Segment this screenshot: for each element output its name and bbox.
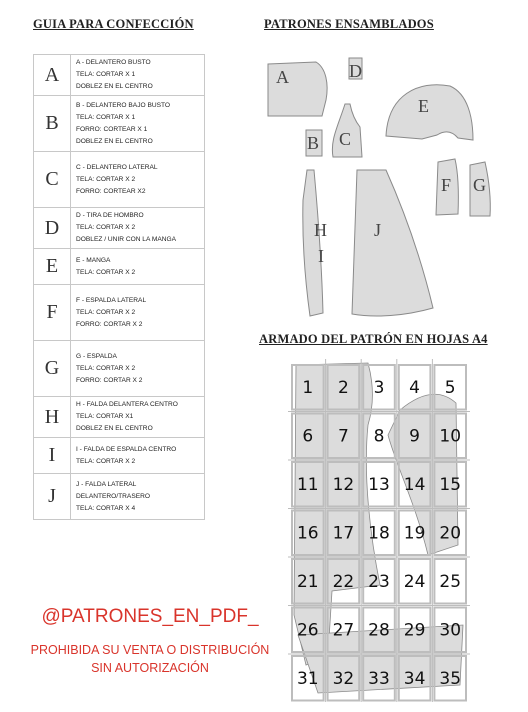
a4-sheet-number: 13 [368,475,390,495]
a4-sheet-number: 11 [296,475,319,495]
pattern-label-e: E [418,96,429,116]
pattern-piece-hi [303,170,323,316]
guide-row-line: H - FALDA DELANTERA CENTRO [76,401,178,408]
guide-row-description [71,285,205,341]
guide-row-letter: J [34,474,71,520]
a4-sheet-number: 27 [332,620,355,641]
assembled-header: PATRONES ENSAMBLADOS [264,17,434,31]
a4-sheet-number: 12 [332,475,355,495]
pattern-label-i: I [318,246,324,266]
a4-sheet-number: 16 [296,523,319,544]
a4-sheet-number: 19 [403,523,426,544]
guide-row-line: TELA: CORTAR X1 [76,413,134,420]
guide-row-line: TELA: CORTAR X 2 [76,224,136,231]
a4-sheet-number: 10 [439,426,462,447]
guide-row [34,474,205,520]
pattern-label-b: B [307,133,320,153]
guide-row-line: F - ESPALDA LATERAL [76,296,147,304]
a4-sheet-number: 35 [439,669,462,689]
a4-sheet-number: 34 [403,669,426,689]
guide-row-description [71,152,205,208]
a4-sheet-number: 4 [409,378,421,398]
guide-row-description [71,438,205,474]
a4-sheet-number: 15 [439,475,462,495]
guide-row-description [71,249,205,285]
guide-row [34,285,205,341]
a4-sheet-number: 25 [439,572,462,592]
a4-sheet-number: 8 [373,426,385,447]
guide-row-line: FORRO: CORTAR X 2 [76,320,143,328]
a4-sheet-number: 23 [368,572,390,592]
guide-row-letter: D [34,208,71,249]
pattern-piece-j [352,170,433,316]
guide-row [34,249,205,285]
guide-row-description [71,397,205,438]
guide-row [34,55,205,96]
guide-row-line: B - DELANTERO BAJO BUSTO [76,101,171,109]
guide-row-line: J - FALDA LATERAL [76,480,137,488]
a4-sheet-number: 21 [296,572,319,592]
guide-row-line: TELA: CORTAR X 2 [76,457,136,465]
guide-row [34,341,205,397]
guide-row-line: DELANTERO/TRASERO [76,492,151,500]
guide-row-line: TELA: CORTAR X 2 [76,268,136,276]
guide-row-letter: C [34,152,71,208]
guide-row [34,438,205,474]
a4-sheet-number: 22 [332,572,355,592]
guide-row-line: DOBLEZ EN EL CENTRO [76,83,153,90]
copyright-notice-line1: PROHIBIDA SU VENTA O DISTRIBUCIÓN [30,643,270,657]
cutting-guide-table [33,54,205,520]
pattern-label-a: A [276,67,289,87]
guide-row-line: TELA: CORTAR X 2 [76,308,136,316]
guide-row-letter: A [34,55,71,96]
pattern-label-g: G [473,175,486,195]
a4-sheet-number: 31 [296,669,319,689]
pattern-label-d: D [349,61,362,81]
a4-sheet-number: 33 [368,669,390,689]
guide-row-line: A - DELANTERO BUSTO [76,59,151,66]
pattern-label-j: J [374,220,382,240]
guide-row-letter: H [34,397,71,438]
guide-header: GUIA PARA CONFECCIÓN [33,17,194,31]
guide-row-letter: E [34,249,71,285]
a4-tiling-grid [288,355,470,702]
guide-row-line: TELA: CORTAR X 2 [76,364,136,372]
a4-sheet-number: 9 [409,426,421,447]
pattern-piece-e [386,85,473,140]
guide-row-line: E - MANGA [76,256,111,264]
guide-row-description [71,341,205,397]
a4-sheet-number: 20 [439,523,462,544]
guide-row-description [71,208,205,249]
guide-row-line: FORRO: CORTAR X 2 [76,376,143,384]
a4-assembly-header: ARMADO DEL PATRÓN EN HOJAS A4 [259,332,488,346]
guide-row-letter: I [34,438,71,474]
pattern-label-f: F [441,175,452,195]
a4-sheet-number: 30 [439,620,462,641]
a4-sheet-number: 17 [332,523,355,544]
a4-sheet-number: 26 [296,620,319,641]
a4-sheet-number: 28 [368,620,390,641]
assembled-patterns [255,48,520,328]
a4-sheet-number: 14 [403,475,426,495]
guide-row-description [71,96,205,152]
guide-row-line: TELA: CORTAR X 1 [76,71,136,78]
guide-row-line: FORRO: CORTEAR X 1 [76,125,148,133]
guide-row-line: DOBLEZ EN EL CENTRO [76,425,153,432]
guide-row-line: I - FALDA DE ESPALDA CENTRO [76,445,177,453]
guide-row [34,397,205,438]
a4-sheet-number: 18 [368,523,390,544]
guide-row-letter: F [34,285,71,341]
pattern-label-c: C [339,129,352,149]
guide-row-line: D - TIRA DE HOMBRO [76,212,144,219]
guide-row-line: DOBLEZ / UNIR CON LA MANGA [76,236,177,243]
guide-row-letter: G [34,341,71,397]
guide-row-description [71,474,205,520]
guide-row-line: TELA: CORTAR X 1 [76,113,136,121]
a4-sheet-number: 3 [373,378,385,398]
guide-row-line: FORRO: CORTEAR X2 [76,187,146,195]
guide-row [34,208,205,249]
guide-row-letter: B [34,96,71,152]
a4-sheet-number: 32 [332,669,355,689]
a4-sheet-number: 7 [337,426,349,447]
a4-sheet-number: 29 [403,620,426,641]
pattern-label-h: H [314,220,327,240]
a4-sheet-number: 2 [337,378,349,398]
copyright-notice-line2: SIN AUTORIZACIÓN [91,661,209,675]
guide-row [34,96,205,152]
guide-row-line: TELA: CORTAR X 4 [76,504,136,512]
a4-sheet-number: 5 [444,378,456,398]
guide-row-description [71,55,205,96]
a4-sheet-number: 24 [403,572,426,592]
guide-row-line: DOBLEZ EN EL CENTRO [76,137,153,145]
brand-handle: @PATRONES_EN_PDF_ [41,606,259,627]
a4-sheet-number: 6 [302,426,314,447]
guide-row [34,152,205,208]
guide-row-line: C - DELANTERO LATERAL [76,163,158,171]
a4-sheet-number: 1 [302,378,314,398]
guide-row-line: G - ESPALDA [76,352,117,360]
guide-row-line: TELA: CORTAR X 2 [76,175,136,183]
